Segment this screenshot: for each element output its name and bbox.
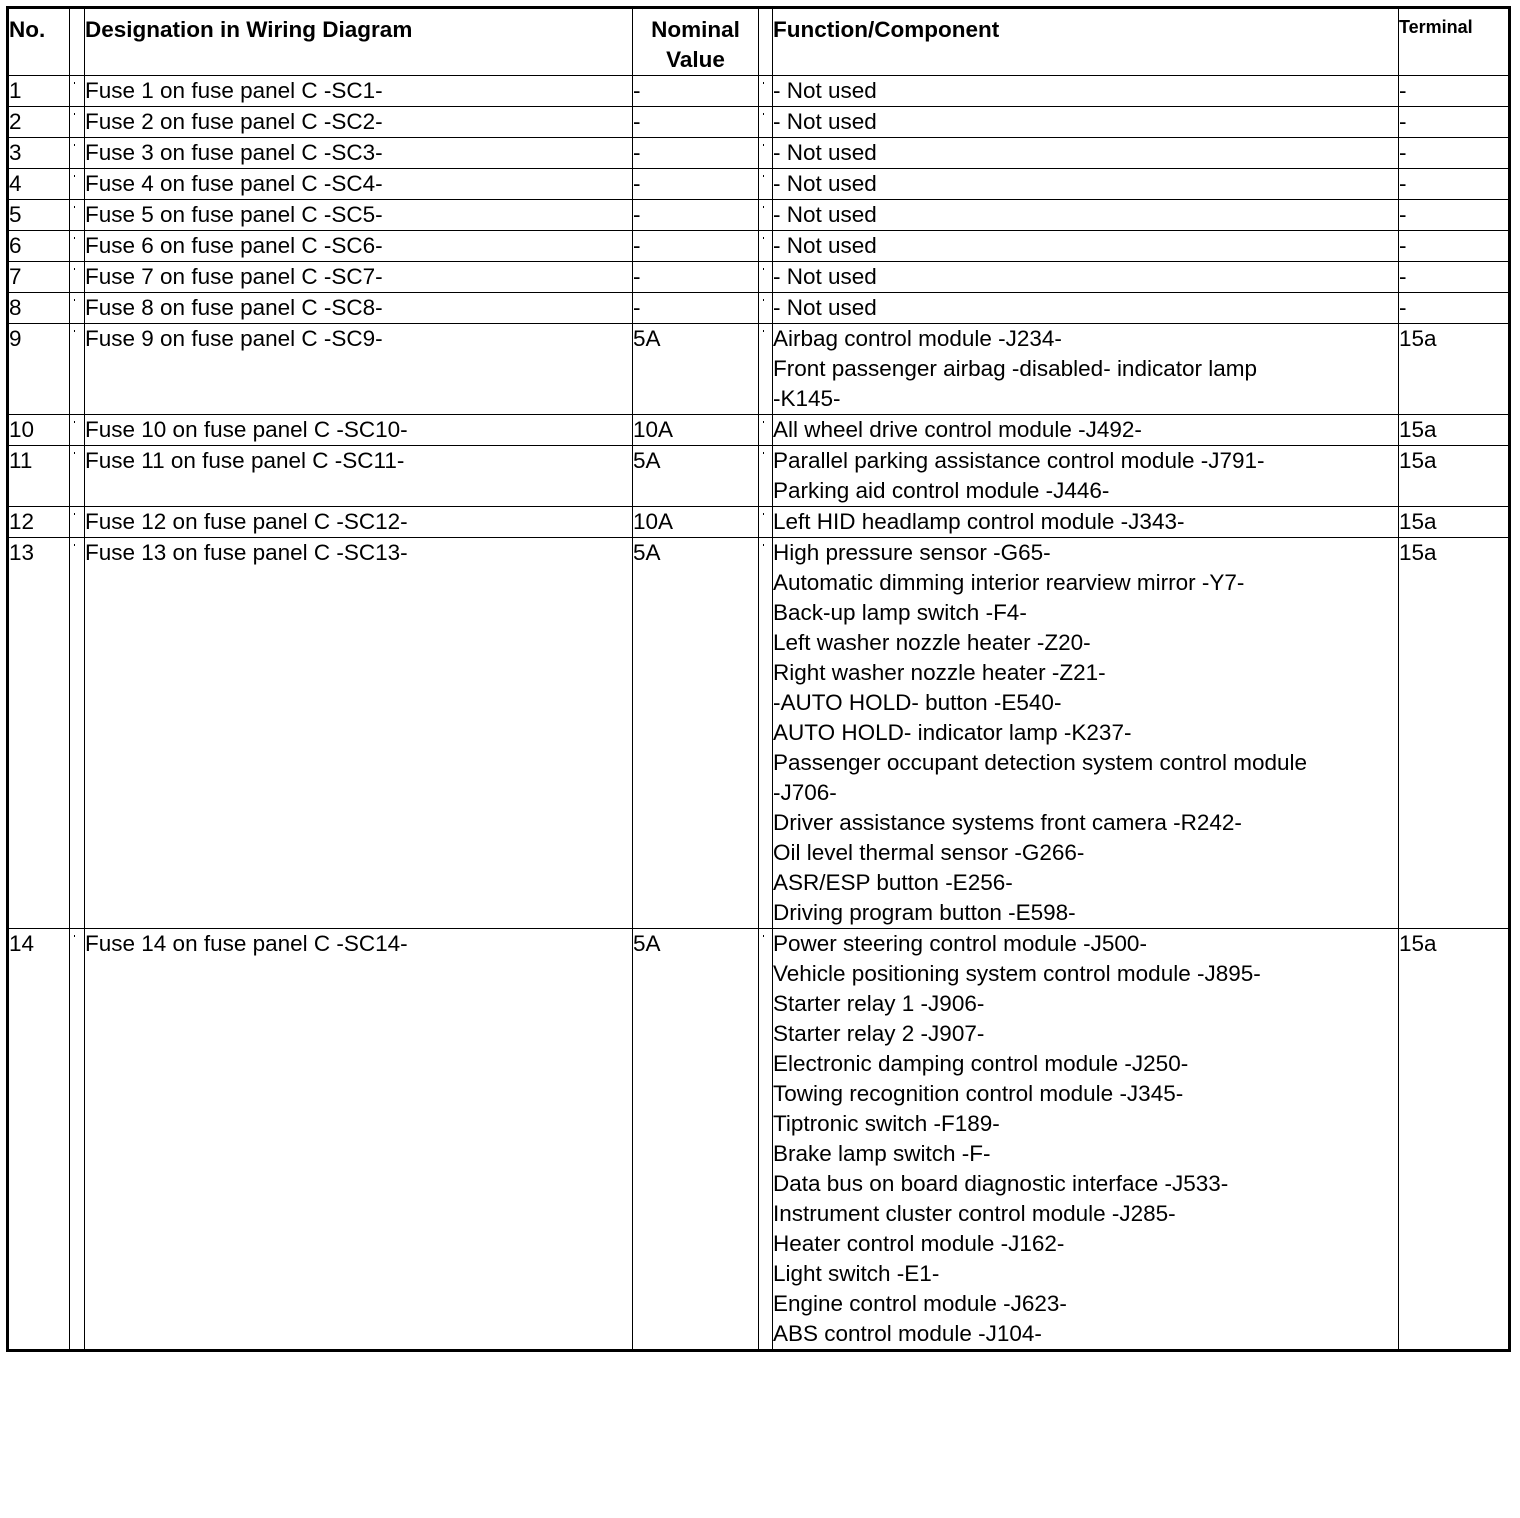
- cell-function: [773, 507, 1399, 538]
- function-line: Left washer nozzle heater -Z20-: [773, 630, 1091, 655]
- function-line: Left HID headlamp control module -J343-: [773, 509, 1185, 534]
- cell-designation: Fuse 12 on fuse panel C -SC12-: [85, 507, 633, 538]
- tick-mark: [74, 175, 75, 177]
- spacer-cell: [759, 929, 773, 1351]
- cell-no: 8: [8, 293, 70, 324]
- cell-designation: Fuse 3 on fuse panel C -SC3-: [85, 138, 633, 169]
- tick-mark: [763, 299, 764, 301]
- spacer-cell: [70, 76, 85, 107]
- function-line: Electronic damping control module -J250-: [773, 1051, 1189, 1076]
- cell-terminal: -: [1399, 138, 1510, 169]
- cell-designation: Fuse 7 on fuse panel C -SC7-: [85, 262, 633, 293]
- function-line: Back-up lamp switch -F4-: [773, 600, 1027, 625]
- tick-mark: [763, 82, 764, 84]
- table-row: [8, 324, 1510, 415]
- header-nominal-value-line1: Nominal: [651, 17, 740, 42]
- table-row: [8, 507, 1510, 538]
- table-row: [8, 200, 1510, 231]
- function-line: Driver assistance systems front camera -R242-: [773, 810, 1242, 835]
- spacer-cell: [70, 138, 85, 169]
- tick-mark: [74, 237, 75, 239]
- function-line: Driving program button -E598-: [773, 900, 1076, 925]
- cell-nominal-value: 5A: [633, 538, 759, 929]
- cell-nominal-value: -: [633, 169, 759, 200]
- tick-mark: [74, 513, 75, 515]
- fuse-table: [6, 6, 1511, 1352]
- spacer-cell: [759, 415, 773, 446]
- function-line: Power steering control module -J500-: [773, 931, 1147, 956]
- function-line: Starter relay 2 -J907-: [773, 1021, 985, 1046]
- cell-terminal: 15a: [1399, 446, 1510, 507]
- tick-mark: [763, 935, 764, 937]
- table-row: [8, 538, 1510, 929]
- spacer-cell: [759, 538, 773, 929]
- function-line: Vehicle positioning system control module -J895-: [773, 961, 1261, 986]
- cell-function: [773, 200, 1399, 231]
- function-line: Brake lamp switch -F-: [773, 1141, 991, 1166]
- cell-function: [773, 929, 1399, 1351]
- cell-nominal-value: 5A: [633, 929, 759, 1351]
- cell-nominal-value: -: [633, 107, 759, 138]
- spacer-cell: [70, 293, 85, 324]
- function-line: - Not used: [773, 233, 877, 258]
- cell-no: 5: [8, 200, 70, 231]
- cell-no: 12: [8, 507, 70, 538]
- table-row: [8, 76, 1510, 107]
- function-line: Instrument cluster control module -J285-: [773, 1201, 1176, 1226]
- header-nominal-value-line2: Value: [666, 47, 725, 72]
- spacer-cell: [70, 446, 85, 507]
- tick-mark: [74, 206, 75, 208]
- cell-designation: Fuse 4 on fuse panel C -SC4-: [85, 169, 633, 200]
- table-row: [8, 107, 1510, 138]
- cell-function: [773, 446, 1399, 507]
- spacer-cell: [70, 169, 85, 200]
- tick-mark: [74, 82, 75, 84]
- table-row: [8, 293, 1510, 324]
- spacer-column: [70, 8, 85, 76]
- spacer-cell: [70, 324, 85, 415]
- function-line: Engine control module -J623-: [773, 1291, 1067, 1316]
- cell-no: 9: [8, 324, 70, 415]
- function-line: Passenger occupant detection system control module: [773, 750, 1308, 775]
- tick-mark: [74, 299, 75, 301]
- cell-no: 13: [8, 538, 70, 929]
- cell-nominal-value: -: [633, 262, 759, 293]
- spacer-cell: [759, 262, 773, 293]
- function-line: -K145-: [773, 386, 841, 411]
- cell-function: [773, 324, 1399, 415]
- cell-function: [773, 231, 1399, 262]
- tick-mark: [74, 452, 75, 454]
- function-line: Parking aid control module -J446-: [773, 478, 1110, 503]
- tick-mark: [74, 421, 75, 423]
- function-line: Heater control module -J162-: [773, 1231, 1065, 1256]
- cell-designation: Fuse 9 on fuse panel C -SC9-: [85, 324, 633, 415]
- cell-nominal-value: 5A: [633, 324, 759, 415]
- cell-function: [773, 262, 1399, 293]
- spacer-cell: [759, 293, 773, 324]
- cell-designation: Fuse 1 on fuse panel C -SC1-: [85, 76, 633, 107]
- cell-function: [773, 293, 1399, 324]
- cell-designation: Fuse 8 on fuse panel C -SC8-: [85, 293, 633, 324]
- cell-terminal: 15a: [1399, 538, 1510, 929]
- function-line: - Not used: [773, 171, 877, 196]
- table-row: [8, 169, 1510, 200]
- cell-function: [773, 107, 1399, 138]
- spacer-cell: [759, 324, 773, 415]
- cell-function: [773, 76, 1399, 107]
- cell-no: 10: [8, 415, 70, 446]
- function-line: -AUTO HOLD- button -E540-: [773, 690, 1062, 715]
- cell-designation: Fuse 2 on fuse panel C -SC2-: [85, 107, 633, 138]
- cell-no: 7: [8, 262, 70, 293]
- cell-no: 14: [8, 929, 70, 1351]
- spacer-cell: [70, 538, 85, 929]
- spacer-cell: [759, 200, 773, 231]
- function-line: - Not used: [773, 295, 877, 320]
- table-row: [8, 446, 1510, 507]
- spacer-cell: [70, 929, 85, 1351]
- table-row: [8, 231, 1510, 262]
- cell-designation: Fuse 13 on fuse panel C -SC13-: [85, 538, 633, 929]
- function-line: Light switch -E1-: [773, 1261, 940, 1286]
- function-line: Airbag control module -J234-: [773, 326, 1062, 351]
- function-line: Right washer nozzle heater -Z21-: [773, 660, 1106, 685]
- function-line: Towing recognition control module -J345-: [773, 1081, 1184, 1106]
- cell-designation: Fuse 10 on fuse panel C -SC10-: [85, 415, 633, 446]
- cell-terminal: -: [1399, 76, 1510, 107]
- spacer-cell: [70, 415, 85, 446]
- function-line: - Not used: [773, 78, 877, 103]
- tick-mark: [74, 935, 75, 937]
- cell-function: [773, 538, 1399, 929]
- tick-mark: [763, 268, 764, 270]
- cell-nominal-value: -: [633, 76, 759, 107]
- header-terminal: Terminal: [1399, 8, 1510, 76]
- cell-function: [773, 415, 1399, 446]
- cell-nominal-value: -: [633, 138, 759, 169]
- function-line: ABS control module -J104-: [773, 1321, 1042, 1346]
- tick-mark: [763, 544, 764, 546]
- header-row: [8, 8, 1510, 76]
- tick-mark: [74, 330, 75, 332]
- cell-nominal-value: 10A: [633, 415, 759, 446]
- function-line: All wheel drive control module -J492-: [773, 417, 1142, 442]
- table-row: [8, 138, 1510, 169]
- spacer-cell: [70, 507, 85, 538]
- header-function: Function/Component: [773, 8, 1399, 76]
- cell-terminal: -: [1399, 262, 1510, 293]
- tick-mark: [763, 421, 764, 423]
- cell-nominal-value: 5A: [633, 446, 759, 507]
- function-line: - Not used: [773, 202, 877, 227]
- cell-terminal: -: [1399, 169, 1510, 200]
- spacer-cell: [759, 107, 773, 138]
- cell-terminal: 15a: [1399, 324, 1510, 415]
- header-nominal-value: [633, 8, 759, 76]
- function-line: -J706-: [773, 780, 837, 805]
- cell-no: 6: [8, 231, 70, 262]
- table-row: [8, 415, 1510, 446]
- cell-nominal-value: -: [633, 293, 759, 324]
- spacer-cell: [759, 231, 773, 262]
- function-line: - Not used: [773, 109, 877, 134]
- spacer-cell: [70, 107, 85, 138]
- cell-function: [773, 169, 1399, 200]
- tick-mark: [74, 268, 75, 270]
- tick-mark: [763, 452, 764, 454]
- cell-terminal: 15a: [1399, 415, 1510, 446]
- cell-no: 1: [8, 76, 70, 107]
- spacer-cell: [70, 200, 85, 231]
- tick-mark: [763, 513, 764, 515]
- tick-mark: [763, 237, 764, 239]
- cell-terminal: -: [1399, 231, 1510, 262]
- function-line: Front passenger airbag -disabled- indicator lamp: [773, 356, 1258, 381]
- cell-terminal: -: [1399, 293, 1510, 324]
- cell-designation: Fuse 14 on fuse panel C -SC14-: [85, 929, 633, 1351]
- spacer-cell: [759, 446, 773, 507]
- function-line: Starter relay 1 -J906-: [773, 991, 985, 1016]
- function-line: ASR/ESP button -E256-: [773, 870, 1013, 895]
- cell-function: [773, 138, 1399, 169]
- cell-terminal: -: [1399, 200, 1510, 231]
- cell-no: 2: [8, 107, 70, 138]
- function-line: High pressure sensor -G65-: [773, 540, 1051, 565]
- table-row: [8, 929, 1510, 1351]
- spacer-cell: [759, 138, 773, 169]
- cell-nominal-value: -: [633, 231, 759, 262]
- function-line: - Not used: [773, 264, 877, 289]
- spacer-cell: [70, 231, 85, 262]
- cell-nominal-value: 10A: [633, 507, 759, 538]
- spacer-cell: [70, 262, 85, 293]
- function-line: Automatic dimming interior rearview mirror -Y7-: [773, 570, 1245, 595]
- tick-mark: [763, 113, 764, 115]
- spacer-cell: [759, 507, 773, 538]
- cell-nominal-value: -: [633, 200, 759, 231]
- tick-mark: [763, 330, 764, 332]
- cell-designation: Fuse 11 on fuse panel C -SC11-: [85, 446, 633, 507]
- function-line: Tiptronic switch -F189-: [773, 1111, 1000, 1136]
- cell-designation: Fuse 6 on fuse panel C -SC6-: [85, 231, 633, 262]
- tick-mark: [763, 144, 764, 146]
- cell-designation: Fuse 5 on fuse panel C -SC5-: [85, 200, 633, 231]
- header-no: No.: [8, 8, 70, 76]
- tick-mark: [763, 206, 764, 208]
- function-line: Oil level thermal sensor -G266-: [773, 840, 1085, 865]
- header-designation: Designation in Wiring Diagram: [85, 8, 633, 76]
- cell-no: 3: [8, 138, 70, 169]
- table-row: [8, 262, 1510, 293]
- function-line: AUTO HOLD- indicator lamp -K237-: [773, 720, 1132, 745]
- spacer-cell: [759, 76, 773, 107]
- tick-mark: [74, 544, 75, 546]
- cell-terminal: -: [1399, 107, 1510, 138]
- function-line: Parallel parking assistance control module -J791-: [773, 448, 1265, 473]
- function-line: - Not used: [773, 140, 877, 165]
- cell-terminal: 15a: [1399, 929, 1510, 1351]
- tick-mark: [74, 144, 75, 146]
- spacer-column: [759, 8, 773, 76]
- cell-terminal: 15a: [1399, 507, 1510, 538]
- fuse-table-body: [8, 76, 1510, 1351]
- cell-no: 11: [8, 446, 70, 507]
- tick-mark: [74, 113, 75, 115]
- spacer-cell: [759, 169, 773, 200]
- cell-no: 4: [8, 169, 70, 200]
- function-line: Data bus on board diagnostic interface -J533-: [773, 1171, 1229, 1196]
- tick-mark: [763, 175, 764, 177]
